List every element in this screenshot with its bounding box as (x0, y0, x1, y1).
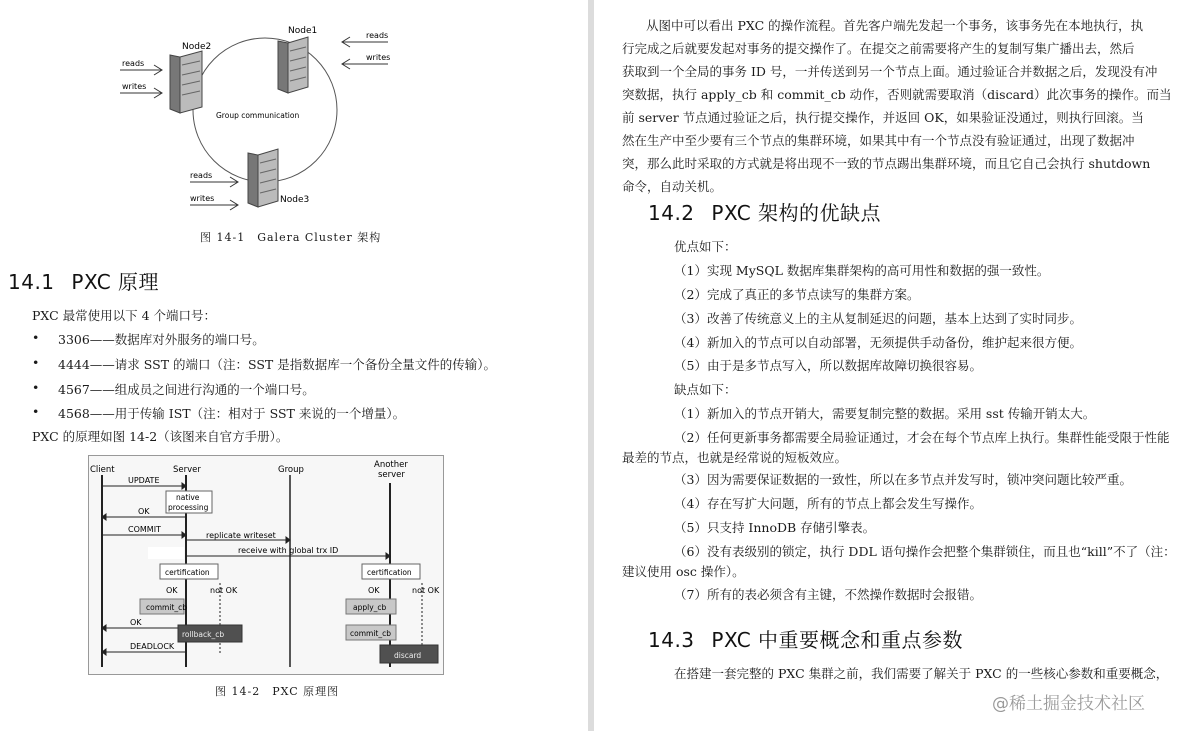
figure-intro: PXC 的原理如图 14-2（该图来自官方手册）。 (32, 429, 289, 444)
para-line: 前 server 节点通过验证之后，执行提交操作，并返回 OK，如果验证没通过，则执行回滚。当 (622, 110, 1144, 125)
left-page (0, 0, 588, 731)
discard-label: discard (394, 651, 422, 660)
figure-14-2-caption: 图 14-2 PXC 原理图 (215, 685, 340, 698)
port-item: 4567——组成员之间进行沟通的一个端口号。 (58, 382, 315, 397)
para-line: 命令，自动关机。 (622, 179, 723, 194)
pro-item: （1）实现 MySQL 数据库集群架构的高可用性和数据的强一致性。 (674, 263, 1050, 278)
ports-intro: PXC 最常使用以下 4 个端口号： (32, 308, 217, 323)
figure-14-1-caption: 图 14-1 Galera Cluster 架构 (200, 231, 382, 244)
para-line: 行完成之后就要发起对事务的提交操作了。在提交之前需要将产生的复制写集广播出去，然后 (622, 41, 1135, 56)
pro-item: （5）由于是多节点写入，所以数据库故障切换很容易。 (674, 358, 982, 373)
certification-label-another: certification (367, 568, 412, 577)
last-line: 在搭建一套完整的 PXC 集群之前，我们需要了解关于 PXC 的一些核心参数和重要概念， (674, 666, 1169, 681)
node3-reads-label: reads (190, 171, 213, 180)
node3-writes-label: writes (190, 194, 215, 203)
ok-label-2: OK (130, 618, 142, 627)
con-item: （2）任何更新事务都需要全局验证通过，才会在每个节点库上执行。集群性能受限于性能 (674, 430, 1170, 445)
ok-branch-another: OK (368, 586, 380, 595)
bullet-dot: • (32, 404, 40, 419)
con-item: （5）只支持 InnoDB 存储引擎表。 (674, 520, 876, 535)
pxc-principle-figure (88, 455, 444, 675)
not-ok-server: not OK (210, 586, 238, 595)
con-item-cont: 建议使用 osc 操作）。 (622, 564, 745, 579)
right-page (594, 0, 1177, 731)
ok-branch-server: OK (166, 586, 178, 595)
not-ok-another: not OK (412, 586, 440, 595)
node1-server-icon (278, 37, 308, 93)
node1-writes-label: writes (366, 53, 391, 62)
con-item: （4）存在写扩大问题，所有的节点上都会发生写操作。 (674, 496, 982, 511)
apply-cb-label: apply_cb (353, 603, 387, 612)
node2-label: Node2 (182, 42, 212, 52)
port-item: 4568——用于传输 IST（注：相对于 SST 来说的一个增量）。 (58, 406, 406, 421)
con-item: （1）新加入的节点开销大，需要复制完整的数据。采用 sst 传输开销太大。 (674, 406, 1096, 421)
section-title: PXC 中重要概念和重点参数 (711, 628, 964, 652)
watermark: @稀土掘金技术社区 (992, 694, 1145, 714)
group-label: Group (278, 465, 304, 475)
section-title: PXC 架构的优缺点 (711, 201, 882, 225)
node1-label: Node1 (288, 26, 318, 36)
native-label: native (176, 493, 200, 502)
section-title: PXC 原理 (71, 270, 160, 294)
pro-item: （4）新加入的节点可以自动部署，无须提供手动备份，维护起来很方便。 (674, 335, 1082, 350)
con-item: （7）所有的表必须含有主键，不然操作数据时会报错。 (674, 587, 982, 602)
receive-gap (148, 547, 184, 559)
para-line: 从图中可以看出 PXC 的操作流程。首先客户端先发起一个事务，该事务先在本地执行，执 (646, 18, 1144, 33)
para-line: 然在生产中至少要有三个节点的集群环境，如果其中有一个节点没有验证通过，出现了数据冲 (622, 133, 1135, 148)
commit-cb-label: commit_cb (146, 603, 187, 612)
commit-cb-label-another: commit_cb (350, 629, 391, 638)
node3-server-icon (248, 149, 278, 207)
para-line: 突，那么此时采取的方式就是将出现不一致的节点踢出集群环境，而且它自己会执行 shutdown (622, 156, 1151, 171)
client-label: Client (90, 465, 115, 475)
node2-reads-label: reads (122, 59, 145, 68)
section-14-2-heading (648, 197, 881, 226)
processing-label: processing (168, 503, 209, 512)
group-communication-label: Group communication (216, 111, 300, 120)
pro-item: （2）完成了真正的多节点读写的集群方案。 (674, 287, 920, 302)
node2-writes-label: writes (122, 82, 147, 91)
commit-label: COMMIT (128, 525, 161, 534)
ok-label-1: OK (138, 507, 150, 516)
update-label: UPDATE (128, 476, 160, 485)
node3-label: Node3 (280, 195, 310, 205)
flow-paragraph (622, 14, 1172, 198)
port-item: 4444——请求 SST 的端口（注：SST 是指数据库一个备份全量文件的传输）。 (58, 357, 496, 372)
con-item-cont: 最差的节点，也就是经常说的短板效应。 (622, 450, 848, 465)
pro-item: （3）改善了传统意义上的主从复制延迟的问题，基本上达到了实时同步。 (674, 311, 1082, 326)
bullet-dot: • (32, 380, 40, 395)
pros-title: 优点如下： (674, 239, 737, 254)
deadlock-label: DEADLOCK (130, 642, 175, 651)
server-label-2: server (378, 470, 405, 480)
bullet-dot: • (32, 355, 40, 370)
con-item: （6）没有表级别的锁定，执行 DDL 语句操作会把整个集群锁住，而且也“kill”不了（注： (674, 544, 1176, 559)
section-14-1-heading (8, 266, 159, 295)
con-item: （3）因为需要保证数据的一致性，所以在多节点并发写时，锁冲突问题比较严重。 (674, 472, 1132, 487)
node2-server-icon (170, 51, 202, 113)
para-line: 突数据，执行 apply_cb 和 commit_cb 动作，否则就需要取消（discard）此次事务的操作。而当 (622, 87, 1172, 102)
rollback-cb-label: rollback_cb (182, 630, 225, 639)
node1-reads-label: reads (366, 31, 389, 40)
receive-trx-label: receive with global trx ID (238, 546, 339, 555)
bullet-dot: • (32, 330, 40, 345)
section-14-3-heading (648, 624, 963, 653)
para-line: 获取到一个全局的事务 ID 号，一并传送到另一个节点上面。通过验证合并数据之后，发现没有冲 (622, 64, 1158, 79)
another-label: Another (374, 460, 408, 470)
replicate-writeset-label: replicate writeset (206, 531, 276, 540)
section-number: 14.2 (648, 201, 695, 225)
section-number: 14.1 (8, 270, 55, 294)
port-item: 3306——数据库对外服务的端口号。 (58, 332, 265, 347)
server-label: Server (173, 465, 201, 475)
galera-cluster-figure (110, 15, 410, 220)
certification-label-server: certification (165, 568, 210, 577)
section-number: 14.3 (648, 628, 695, 652)
cons-title: 缺点如下： (674, 382, 737, 397)
